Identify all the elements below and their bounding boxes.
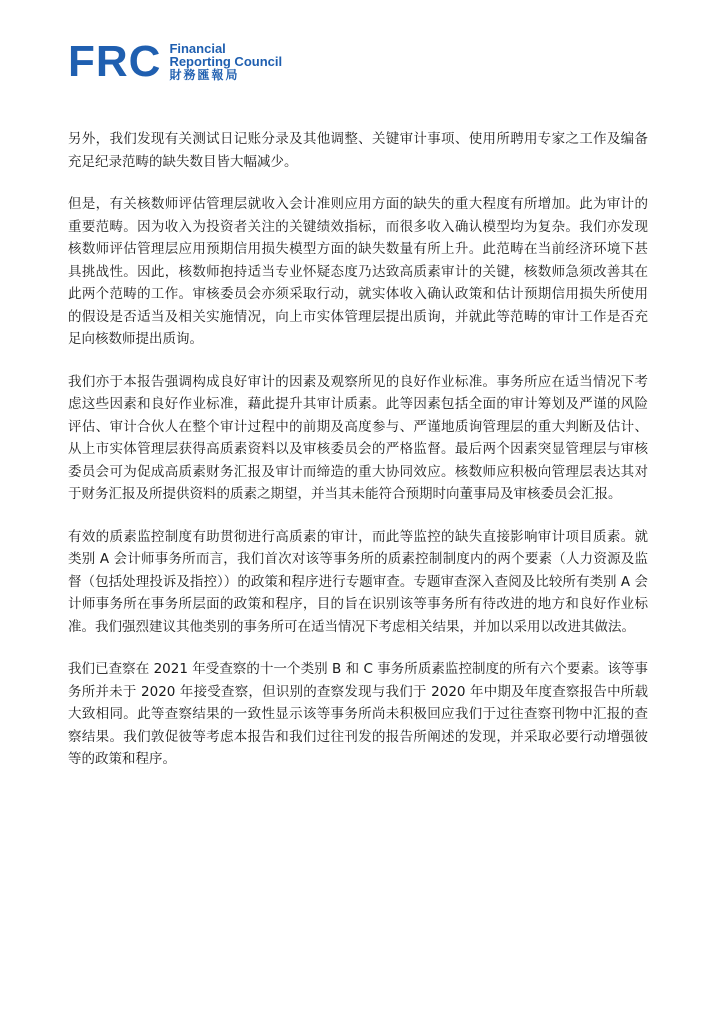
logo-chinese-name: 財務匯報局 (169, 67, 240, 82)
paragraph-4: 有效的质素监控制度有助贯彻进行高质素的审计，而此等监控的缺失直接影响审计项目质素。就类别 A 会计师事务所而言，我们首次对该等事务所的质素控制制度内的两个要素（人力资源及监督（包括处理投诉及指控））的政策和程序进行专题审查。专题审查深入查阅及比较所有类别 A 会计师事务所在事务所层面的政策和程序，目的旨在识别该等事务所有待改进的地方和良好作业标准。我们强烈建议其他类别的事务所可在适当情况下考虑相关结果，并加以采用以改进其做法。 (68, 528, 648, 635)
paragraph-1: 另外，我们发现有关测试日记账分录及其他调整、关键审计事项、使用所聘用专家之工作及编备充足纪录范畴的缺失数目皆大幅减少。 (68, 131, 648, 170)
paragraph-5: 我们已查察在 2021 年受查察的十一个类别 B 和 C 事务所质素监控制度的所有六个要素。该等事务所并未于 2020 年接受查察，但识别的查察发现与我们于 2020 年中期及年度查察报告中所载大致相同。此等查察结果的一致性显示该等事务所尚未积极回应我们于过往查察刊物中汇报的查察结果。我们敦促彼等考虑本报告和我们过往刊发的报告所阐述的发现，并采取必要行动增强彼等的政策和程序。 (68, 661, 648, 767)
logo-mark: FRC (68, 37, 162, 86)
logo-line-financial: Financial (169, 40, 226, 56)
paragraph-3: 我们亦于本报告强调构成良好审计的因素及观察所见的良好作业标准。事务所应在适当情况下考虑这些因素和良好作业标准，藉此提升其审计质素。此等因素包括全面的审计筹划及严谨的风险评估、审计合伙人在整个审计过程中的前期及高度参与、严谨地质询管理层的重大判断及估计、从上市实体管理层获得高质素资料以及审核委员会的严格监督。最后两个因素突显管理层与审核委员会可为促成高质素财务汇报及审计而缔造的重大协同效应。核数师应积极向管理层表达其对于财务汇报及所提供资料的质素之期望，并当其未能符合预期时向董事局及审核委员会汇报。 (68, 373, 648, 502)
document-body (68, 128, 648, 791)
paragraph-2: 但是，有关核数师评估管理层就收入会计准则应用方面的缺失的重大程度有所增加。此为审计的重要范畴。因为收入为投资者关注的关键绩效指标，而很多收入确认模型均为复杂。我们亦发现核数师评估管理层应用预期信用损失模型方面的缺失数量有所上升。此范畴在当前经济环境下甚具挑战性。因此，核数师抱持适当专业怀疑态度乃达致高质素审计的关键，核数师急须改善其在此两个范畴的工作。审核委员会亦须采取行动，就实体收入确认政策和估计预期信用损失所使用的假设是否适当及相关实施情况，向上市实体管理层提出质询，并就此等范畴的审计工作是否充足向核数师提出质询。 (68, 196, 648, 347)
logo-line-reporting-council: Reporting Council (169, 53, 283, 69)
frc-logo (68, 37, 283, 86)
logo-text (169, 42, 282, 83)
